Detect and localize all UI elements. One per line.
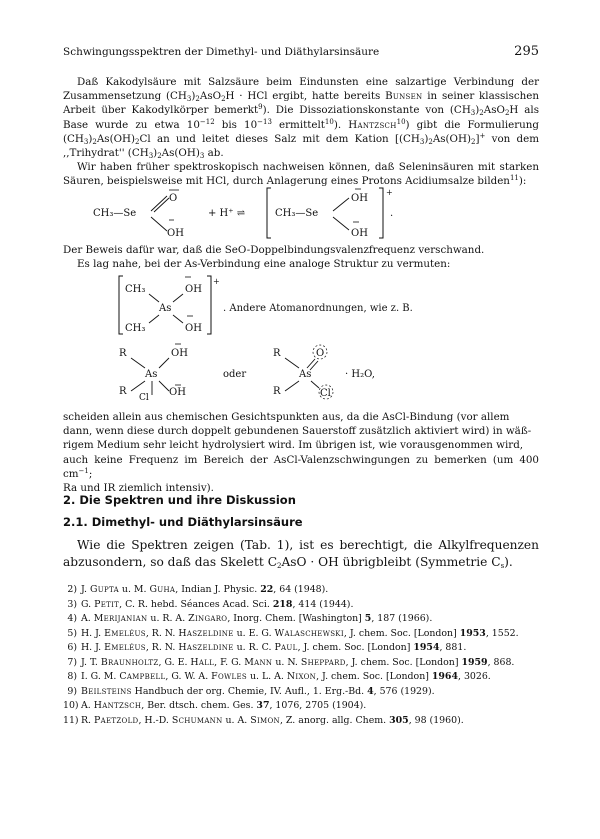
subscript: 3 [186, 95, 192, 104]
superscript: −12 [199, 117, 215, 126]
footnote [63, 598, 539, 613]
text-run: ; [88, 467, 93, 480]
eq3-r1: R [119, 348, 127, 359]
eq1-oh: OH [167, 228, 184, 239]
eq1-oh-bottom: OH [351, 228, 368, 239]
text-run: , 187 (1966). [371, 613, 433, 624]
volume-number: 1959 [461, 656, 488, 668]
eq3-cl1: Cl [139, 393, 149, 403]
author-name: Zingaro [188, 613, 228, 624]
text-run: J. [81, 584, 90, 595]
text-run: , Ber. dtsch. chem. Ges. [141, 700, 257, 711]
subscript: 3 [148, 152, 154, 161]
text-line: dann, wenn diese durch doppelt gebundenen Sauerstoff zusätzlich aktiviert wird) in wäß- [63, 425, 532, 438]
author-name: Braunholtz [100, 656, 159, 668]
text-run: u. N. [272, 656, 301, 668]
footnotes [63, 583, 539, 728]
subscript: s [500, 562, 505, 570]
author-name: Campbell [119, 671, 166, 682]
eq2-ch3-top: CH₃ [125, 284, 146, 295]
text-line: Es lag nahe, bei der As-Verbindung eine analoge Struktur zu vermuten: [77, 258, 451, 271]
text-run: Zusammensetzung (CH [63, 90, 187, 103]
equation-selenium [63, 186, 539, 240]
footnote [63, 670, 539, 685]
paragraph-seleninsaeuren [63, 160, 539, 188]
eq2-ch3-bottom: CH₃ [125, 323, 146, 334]
bond [151, 217, 167, 231]
text-line: Daß Kakodylsäure mit Salzsäure beim Eindunsten eine salzartige Verbindung der [77, 76, 539, 88]
author-name: Merijanian [93, 613, 148, 624]
text-run: H · HCl ergibt, hatte bereits [225, 90, 386, 103]
author-name: Simon [250, 714, 280, 726]
subscript: 2 [277, 562, 282, 570]
author-name: Paetzold [94, 714, 139, 726]
footnote-number: 9) [67, 685, 77, 697]
subscript: 2 [135, 137, 140, 146]
text-run: , 414 (1944). [292, 598, 354, 610]
text-run: R. [81, 714, 95, 726]
footnote-number: 10) [63, 700, 79, 711]
text-run: Wie die Spektren zeigen (Tab. 1), ist es berechtigt, die Alkylfrequenzen [77, 538, 539, 552]
text-run: auch keine Frequenz im Bereich der AsCl-Valenzschwingungen zu bemerken (um 400 cm [63, 453, 539, 480]
paragraph-spektren [63, 537, 539, 571]
text-run: u. L. A. [246, 671, 287, 682]
bond [131, 381, 145, 391]
eq1-oh-top: OH [351, 193, 368, 204]
footnote-ref: 11 [509, 174, 519, 183]
text-run: , G. E. [158, 656, 191, 668]
eq2-charge: + [213, 277, 220, 286]
text-run: , 881. [439, 642, 467, 653]
paragraph-beweis [63, 243, 539, 271]
eq1-plus: + H⁺ ⇌ [208, 208, 246, 219]
bond [154, 198, 169, 212]
volume-number: 4 [367, 685, 374, 697]
text-line [63, 453, 539, 481]
eq2-oh-bottom: OH [185, 323, 202, 334]
volume-number: 5 [364, 613, 372, 624]
text-run: ) [88, 132, 93, 145]
text-run: A. [81, 613, 94, 624]
author-name: Bunsen [385, 90, 423, 103]
bond [159, 381, 169, 391]
eq3-h2o: · H₂O, [345, 369, 375, 380]
paragraph-ascl [63, 410, 539, 495]
subscript: 3 [470, 109, 476, 118]
author-name: Haszeldine [178, 627, 234, 639]
subscript: 2 [92, 137, 97, 146]
text-run: Base wurde zu etwa 10 [63, 118, 200, 131]
eq1-right: CH₃—Se [275, 208, 319, 219]
volume-number: 305 [389, 714, 409, 726]
text-run: , Inorg. Chem. [Washington] [227, 613, 365, 624]
bond [151, 196, 167, 211]
text-run: ). Die Dissoziationskonstante von (CH [262, 104, 471, 117]
text-run: , 1552. [485, 627, 519, 639]
bond [333, 217, 349, 230]
author-name: Walaschewski [274, 627, 344, 639]
text-run: u. R. C. [233, 642, 275, 653]
eq3-oder: oder [223, 369, 247, 380]
text-run: , J. chem. Soc. [London] [343, 627, 460, 639]
bond [173, 294, 183, 302]
text-run: , 868. [487, 656, 515, 668]
volume-number: 37 [256, 700, 270, 711]
text-run: , C. R. hebd. Séances Acad. Sci. [119, 598, 273, 610]
text-line: Der Beweis dafür war, daß die SeO-Doppelbindungsvalenzfrequenz verschwand. [63, 244, 485, 256]
text-run: ] [475, 132, 480, 145]
text-run: , Z. anorg. allg. Chem. [279, 714, 390, 726]
text-run: Säuren, beispielsweise mit HCl, durch Anlagerung eines Protons Acidiumsalze bilden [63, 175, 510, 188]
subscript: 2 [195, 95, 200, 104]
bond [173, 315, 183, 323]
text-run: in seiner klassischen [422, 90, 539, 103]
text-run: AsO [199, 90, 222, 103]
superscript: −13 [257, 117, 272, 126]
text-run: , 1076, 2705 (1904). [269, 700, 367, 711]
author-name: Hantzsch [93, 700, 142, 711]
eq2-as: As [159, 303, 172, 314]
footnote [63, 685, 539, 700]
text-run: ,,Trihydrat'' (CH [63, 147, 149, 160]
text-run: , 3026. [457, 671, 491, 682]
paragraph-kakodyl [63, 75, 539, 160]
bond [149, 294, 159, 302]
author-name: Emeléus [104, 627, 146, 639]
text-run: , F. G. [214, 656, 245, 668]
text-run: AsO [483, 104, 505, 117]
text-run: ) [424, 132, 429, 145]
volume-number: 22 [260, 584, 274, 595]
text-run: Handbuch der org. Chemie, IV. Aufl., 1. Erg.-Bd. [131, 685, 368, 697]
author-name: Gupta [90, 584, 119, 595]
footnote [63, 583, 539, 598]
text-run: ) [191, 90, 196, 103]
author-name: Guha [149, 584, 176, 595]
subscript: 3 [199, 152, 205, 161]
bond [285, 358, 299, 368]
author-name: Nixon [286, 671, 317, 682]
bond [149, 315, 159, 323]
subscript: 2 [157, 152, 162, 161]
bracket-left [119, 276, 123, 334]
author-name: Emeléus [104, 642, 146, 653]
text-run: J. T. [81, 656, 101, 668]
bond [159, 358, 169, 368]
text-run: H. J. [81, 627, 105, 639]
eq3-o: O [316, 348, 325, 359]
text-run: , H.-D. [138, 714, 172, 726]
text-run: , 64 (1948). [273, 584, 329, 595]
equation-alternatives [63, 342, 539, 404]
volume-number: 218 [272, 598, 293, 610]
bond [311, 381, 319, 388]
eq3-cl2: Cl [320, 388, 331, 399]
text-run: , G. W. A. [165, 671, 212, 682]
subscript: 2 [479, 109, 484, 118]
author-name: Hall [190, 656, 215, 668]
text-run: ). [504, 555, 513, 569]
footnote [63, 699, 539, 714]
text-run: ). [333, 118, 349, 131]
text-run: As(OH) [161, 147, 200, 160]
footnote-ref: 9 [258, 103, 263, 112]
footnote-ref: 10 [324, 117, 334, 126]
footnote-number: 4) [67, 613, 77, 624]
text-run: , J. chem. Soc. [London] [345, 656, 462, 668]
eq1-o: O [169, 193, 178, 204]
text-run: , Indian J. Physic. [175, 584, 261, 595]
text-run: , 98 (1960). [408, 714, 464, 726]
text-run: u. M. [118, 584, 150, 595]
footnote-ref: 10 [396, 117, 406, 126]
text-run: G. [81, 598, 95, 610]
footnote [63, 612, 539, 627]
eq1-left: CH₃—Se [93, 208, 137, 219]
text-run: As(OH) [432, 132, 471, 145]
text-run: ) [475, 104, 480, 117]
bracket-right [207, 276, 211, 334]
text-run: , R. N. [145, 642, 179, 653]
text-run: , J. chem. Soc. [London] [297, 642, 414, 653]
bond [307, 359, 315, 368]
text-line: scheiden allein aus chemischen Gesichtspunkten aus, da die AsCl-Bindung (vor allem [63, 411, 510, 423]
text-run: ) [153, 147, 158, 160]
eq3-oh2: OH [169, 387, 186, 398]
text-line: rigem Medium sehr leicht hydrolysiert wird. Im übrigen ist, wie vorausgenommen wird, [63, 439, 524, 452]
footnote-number: 11) [63, 714, 79, 726]
running-title: Schwingungsspektren der Dimethyl- und Diäthylarsinsäure [63, 46, 380, 58]
author-name: Beilsteins [81, 685, 132, 697]
subscript: 2 [504, 109, 510, 118]
text-run: u. R. A. [147, 613, 189, 624]
footnote-number: 7) [67, 656, 77, 668]
author-name: Sheppard [300, 656, 346, 668]
eq3-as1: As [145, 369, 158, 380]
volume-number: 1964 [431, 671, 458, 682]
footnote [63, 656, 539, 671]
subscript: 3 [419, 137, 425, 146]
author-name: Hantzsch [348, 118, 397, 131]
text-run: I. G. M. [81, 671, 120, 682]
text-run: A. [81, 700, 94, 711]
volume-number: 1954 [413, 642, 440, 653]
text-run: (CH [63, 132, 84, 145]
bracket-right [379, 188, 383, 238]
bond [285, 381, 299, 391]
text-run: , 576 (1929). [373, 685, 435, 697]
eq3-as2: As [299, 369, 312, 380]
author-name: Haszeldine [178, 642, 234, 653]
text-run: ) gibt die Formulierung [405, 118, 539, 131]
footnote-number: 6) [67, 642, 77, 653]
main-text [63, 75, 539, 189]
text-run: ): [518, 175, 527, 188]
eq2-text: . Andere Atomanordnungen, wie z. B. [223, 303, 413, 314]
subsection-heading: 2.1. Dimethyl- und Diäthylarsinsäure [63, 515, 303, 529]
text-run: ab. [204, 147, 224, 160]
eq3-r4: R [273, 386, 281, 397]
text-run: ermittelt [271, 118, 325, 131]
text-run: Cl an und leitet dieses Salz mit dem Kation [(CH [139, 132, 420, 145]
text-line: Wir haben früher spektroskopisch nachweisen können, daß Seleninsäuren mit starken [77, 161, 539, 174]
footnote-number: 3) [67, 598, 77, 610]
text-line: Ra und IR ziemlich intensiv). [63, 482, 214, 495]
superscript: + [479, 131, 486, 140]
text-run: AsO · OH übrigbleibt (Symmetrie C [281, 555, 501, 569]
text-run: , R. N. [145, 627, 179, 639]
text-run: u. E. G. [233, 627, 275, 639]
bond [333, 198, 349, 211]
text-run: abzusondern, so daß das Skelett C [63, 555, 278, 569]
footnote [63, 627, 539, 642]
footnote-number: 8) [67, 671, 77, 682]
text-run: , J. chem. Soc. [London] [316, 671, 432, 682]
eq3-oh1: OH [171, 348, 188, 359]
superscript: −1 [78, 466, 89, 475]
eq3-r2: R [119, 386, 127, 397]
section-heading: 2. Die Spektren und ihre Diskussion [63, 493, 296, 507]
text-run: H als [509, 104, 539, 117]
bracket-left [267, 188, 271, 238]
text-run: H. J. [81, 642, 105, 653]
text-run: bis 10 [214, 118, 258, 131]
text-run: As(OH) [96, 132, 136, 145]
page-number: 295 [514, 44, 539, 59]
author-name: Petit [94, 598, 120, 610]
author-name: Schumann [171, 714, 223, 726]
author-name: Mann [244, 656, 273, 668]
text-run: von dem [485, 132, 539, 145]
author-name: Paul [274, 642, 298, 653]
eq3-r3: R [273, 348, 281, 359]
subscript: 2 [471, 137, 476, 146]
eq1-period: . [390, 208, 394, 219]
subscript: 3 [83, 137, 89, 146]
eq2-oh-top: OH [185, 284, 202, 295]
footnote [63, 714, 539, 729]
footnote-number: 5) [67, 627, 77, 639]
text-run: Arbeit über Kakodylkörper bemerkt [63, 104, 259, 117]
text-run: u. A. [222, 714, 251, 726]
volume-number: 1953 [459, 627, 486, 639]
subscript: 2 [428, 137, 433, 146]
author-name: Fowles [211, 671, 247, 682]
subscript: 2 [221, 95, 226, 104]
text-line [63, 537, 539, 571]
bond [131, 358, 145, 368]
equation-arsenic-cation [63, 274, 539, 336]
footnote [63, 641, 539, 656]
footnote-number: 2) [67, 584, 77, 595]
eq1-charge: + [386, 188, 393, 197]
